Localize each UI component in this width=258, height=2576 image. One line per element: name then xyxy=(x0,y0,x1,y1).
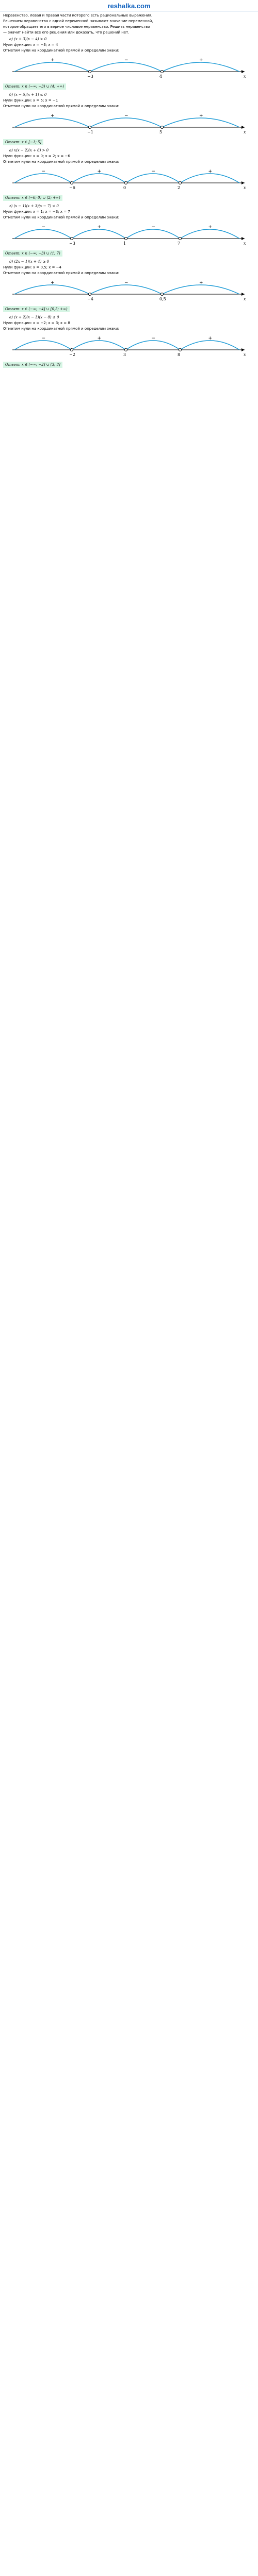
sign-arc xyxy=(162,285,239,294)
number-line xyxy=(2,54,256,80)
tick-label: 4 xyxy=(159,74,163,79)
sign-arc xyxy=(14,341,72,350)
sign-label: + xyxy=(199,113,203,118)
tick-label: 0 xyxy=(123,185,126,190)
sign-arc xyxy=(126,341,180,350)
axis-arrow-icon xyxy=(241,70,245,73)
sign-label: − xyxy=(124,280,128,285)
sign-label: − xyxy=(41,336,46,341)
sign-arc xyxy=(14,229,72,239)
zero-point xyxy=(125,182,127,184)
number-line xyxy=(2,332,256,358)
task-a xyxy=(0,36,258,92)
tick-label: 2 xyxy=(178,185,181,190)
zero-point xyxy=(161,71,164,73)
sign-label: − xyxy=(124,58,128,63)
sign-arc xyxy=(180,341,239,350)
number-line xyxy=(2,110,256,135)
sign-label: − xyxy=(151,169,156,174)
answer-box: Ответ: x ∈ (−6; 0) ∪ (2; +∞) xyxy=(3,195,62,201)
axis-var-label: x xyxy=(244,241,246,246)
zero-point xyxy=(161,126,164,129)
sign-label: + xyxy=(97,336,102,341)
zero-point xyxy=(89,293,91,296)
number-line xyxy=(2,277,256,302)
sign-label: + xyxy=(199,58,203,63)
axis-var-label: x xyxy=(244,130,246,134)
method-text: Отметим нули на координатной прямой и определим знаки: xyxy=(3,104,119,108)
zero-point xyxy=(179,349,182,351)
task-inequality: (x + 3)(x − 4) > 0 xyxy=(14,37,47,41)
intro-section xyxy=(0,12,258,36)
sign-arc xyxy=(90,118,162,127)
axis-arrow-icon xyxy=(241,181,245,184)
site-logo[interactable]: reshalka.com xyxy=(107,2,151,10)
task-inequality: (x − 5)(x + 1) ≤ 0 xyxy=(14,93,47,97)
task-inequality: (x + 2)(x − 3)(x − 8) ≤ 0 xyxy=(14,315,59,319)
method-text: Отметим нули на координатной прямой и определим знаки: xyxy=(3,327,119,331)
task-label: в) xyxy=(9,148,13,152)
method-text: Отметим нули на координатной прямой и определим знаки: xyxy=(3,48,119,53)
task-inequality: (2x − 1)(x + 4) ≥ 0 xyxy=(14,260,49,264)
tick-label: 0,5 xyxy=(159,297,166,301)
task-label: д) xyxy=(9,260,13,264)
zero-point xyxy=(125,349,127,351)
answer-box: Ответ: x ∈ (−∞; −3) ∪ (4; +∞) xyxy=(3,83,66,90)
sign-arc xyxy=(72,229,126,239)
axis-var-label: x xyxy=(244,74,246,79)
sign-arc xyxy=(14,118,90,127)
sign-arc xyxy=(126,229,180,239)
sign-arc xyxy=(72,341,126,350)
zeros-text: Нули функции: x = 1; x = −3; x = 7 xyxy=(3,210,70,214)
sign-label: + xyxy=(199,280,203,285)
sign-arc xyxy=(14,285,90,294)
tick-label: −4 xyxy=(87,297,93,301)
zero-point xyxy=(179,238,182,240)
sign-label: + xyxy=(51,280,55,285)
sign-arc xyxy=(180,229,239,239)
zeros-text: Нули функции: x = 5; x = −1 xyxy=(3,98,58,103)
sign-arc xyxy=(90,285,162,294)
sign-label: − xyxy=(124,113,128,118)
method-text: Отметим нули на координатной прямой и определим знаки: xyxy=(3,160,119,164)
tick-label: −1 xyxy=(87,130,93,134)
task-label: а) xyxy=(9,37,13,41)
task-label: г) xyxy=(9,204,13,208)
task-label: б) xyxy=(9,93,13,97)
zero-point xyxy=(89,71,91,73)
axis-arrow-icon xyxy=(241,237,245,240)
method-text: Отметим нули на координатной прямой и определим знаки: xyxy=(3,271,119,275)
task-c xyxy=(0,147,258,203)
zero-point xyxy=(161,293,164,296)
sign-label: + xyxy=(208,169,213,174)
sign-label: + xyxy=(51,58,55,63)
sign-arc xyxy=(72,174,126,183)
axis-var-label: x xyxy=(244,297,246,301)
axis-var-label: x xyxy=(244,352,246,357)
tick-label: 1 xyxy=(123,241,126,246)
solution-body xyxy=(0,12,258,370)
sign-label: − xyxy=(41,169,46,174)
number-line xyxy=(2,221,256,247)
sign-arc xyxy=(14,62,90,72)
method-text: Отметим нули на координатной прямой и определим знаки: xyxy=(3,215,119,219)
sign-label: + xyxy=(97,225,102,230)
intro-p1: Неравенство, левая и правая части которого есть рациональные выражения. xyxy=(3,13,153,18)
task-label: е) xyxy=(9,315,13,319)
sign-arc xyxy=(162,118,239,127)
sign-label: − xyxy=(151,336,156,341)
zero-point xyxy=(89,126,91,129)
sign-label: + xyxy=(97,169,102,174)
tick-label: 3 xyxy=(123,352,126,357)
intro-p2: Решением неравенства с одной переменной называют значение переменной, xyxy=(3,19,153,23)
sign-arc xyxy=(180,174,239,183)
sign-label: − xyxy=(41,225,46,230)
site-header xyxy=(0,0,258,12)
sign-label: + xyxy=(208,336,213,341)
task-inequality: x(x − 2)(x + 6) > 0 xyxy=(14,148,49,152)
zero-point xyxy=(71,238,73,240)
intro-p3: которое обращает его в верное числовое неравенство. Решить неравенство xyxy=(3,25,150,29)
zeros-text: Нули функции: x = −2; x = 3; x = 8 xyxy=(3,321,70,325)
zero-point xyxy=(179,182,182,184)
intro-p4: — значит найти все его решения или доказать, что решений нет. xyxy=(3,30,130,35)
tick-label: −3 xyxy=(69,241,75,246)
task-inequality: (x − 1)(x + 3)(x − 7) < 0 xyxy=(13,204,59,208)
zero-point xyxy=(125,238,127,240)
number-line xyxy=(2,165,256,191)
tick-label: −6 xyxy=(69,185,75,190)
sign-label: + xyxy=(51,113,55,118)
task-e xyxy=(0,259,258,314)
tick-label: 5 xyxy=(159,130,163,134)
sign-label: + xyxy=(208,225,213,230)
zeros-text: Нули функции: x = 0; x = 2; x = −6 xyxy=(3,154,70,158)
sign-arc xyxy=(126,174,180,183)
zero-point xyxy=(71,182,73,184)
answer-box: Ответ: x ∈ (−∞; −2] ∪ [3; 8] xyxy=(3,362,62,368)
tick-label: −3 xyxy=(87,74,93,79)
task-b xyxy=(0,92,258,147)
sign-arc xyxy=(162,62,239,72)
sign-arc xyxy=(90,62,162,72)
tick-label: 7 xyxy=(178,241,181,246)
tick-label: −2 xyxy=(69,352,75,357)
axis-arrow-icon xyxy=(241,348,245,351)
task-d xyxy=(0,203,258,259)
axis-arrow-icon xyxy=(241,293,245,296)
zeros-text: Нули функции: x = 0,5; x = −4 xyxy=(3,265,61,269)
answer-box: Ответ: x ∈ (−∞; −3) ∪ (1; 7) xyxy=(3,250,62,257)
zero-point xyxy=(71,349,73,351)
zeros-text: Нули функции: x = −3; x = 4 xyxy=(3,43,58,47)
sign-arc xyxy=(14,174,72,183)
answer-box: Ответ: x ∈ (−∞; −4] ∪ [0,5; +∞) xyxy=(3,306,70,312)
axis-arrow-icon xyxy=(241,126,245,129)
sign-label: − xyxy=(151,225,156,230)
answer-box: Ответ: x ∈ [−1; 5] xyxy=(3,139,43,145)
task-f xyxy=(0,314,258,370)
tick-label: 8 xyxy=(178,352,181,357)
axis-var-label: x xyxy=(244,185,246,190)
